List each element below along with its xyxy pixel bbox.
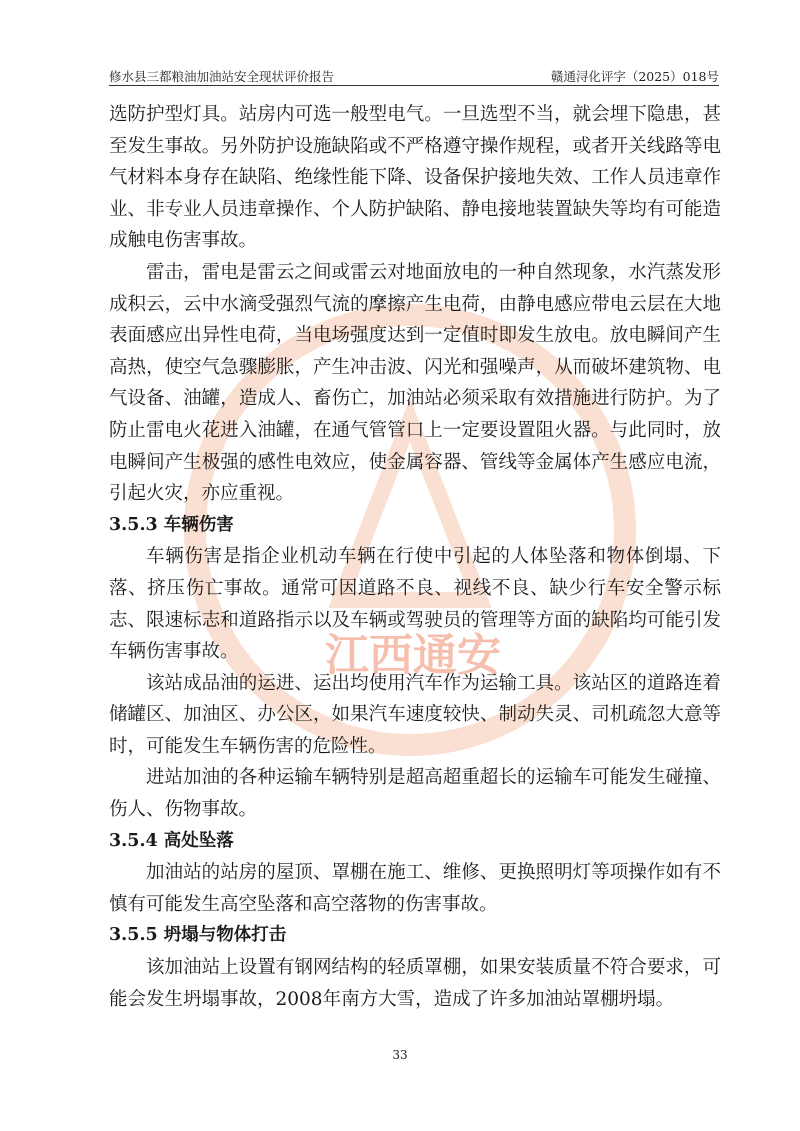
paragraph-collapse: 该加油站上设置有钢网结构的轻质罩棚，如果安装质量不符合要求，可能会发生坍塌事故，2008年南方大雪，造成了许多加油站罩棚坍塌。 [109,957,721,1010]
header-rule [109,85,719,86]
header-report-title: 修水县三都粮油加油站安全现状评价报告 [109,69,335,84]
paragraph-lightning: 雷击，雷电是雷云之间或雷云对地面放电的一种自然现象，水汽蒸发形成积云，云中水滴受强烈气流的摩擦产生电荷，由静电感应带电云层在大地表面感应出异性电荷，当电场强度达到一定值时即发生放电。放电瞬间产生高热，使空气急骤膨胀，产生冲击波、闪光和强噪声，从而破坏建筑物、电气设备、油罐，造成人、畜伤亡，加油站必须采取有效措施进行防护。为了防止雷电火花进入油罐，在通气管管口上一定要设置阻火器。与此同时，放电瞬间产生极强的感性电效应，使金属容器、管线等金属体产生感应电流，引起火灾，亦应重视。 [109,261,721,505]
document-body [109,99,721,1015]
watermark-text: 江西通安 [325,630,501,681]
section-heading-collapse: 3.5.5 坍塌与物体打击 [109,925,287,946]
paragraph-vehicle-definition: 车辆伤害是指企业机动车辆在行使中引起的人体坠落和物体倒塌、下落、挤压伤亡事故。通常可因道路不良、视线不良、缺少行车安全警示标志、限速标志和道路指示以及车辆或驾驶员的管理等方面的缺陷均可能引发车辆伤害事故。 [109,546,721,663]
paragraph-vehicle-collision: 进站加油的各种运输车辆特别是超高超重超长的运输车可能发生碰撞、伤人、伤物事故。 [109,767,721,821]
paragraph-electric-shock: 选防护型灯具。站房内可选一般型电气。一旦选型不当，就会埋下隐患，甚至发生事故。另外防护设施缺陷或不严格遵守操作规程，或者开关线路等电气材料本身存在缺陷、绝缘性能下降、设备保护接地失效、工作人员违章作业、非专业人员违章操作、个人防护缺陷、静电接地装置缺失等均有可能造成触电伤害事故。 [109,104,721,252]
header-report-number: 赣通浔化评字（2025）018号 [550,69,719,84]
section-heading-fall-from-height: 3.5.4 高处坠落 [109,830,234,851]
paragraph-fall-from-height: 加油站的站房的屋顶、罩棚在施工、维修、更换照明灯等项操作如有不慎有可能发生高空坠落和高空落物的伤害事故。 [109,862,721,915]
page-header [109,64,719,86]
page-number: 33 [392,1048,408,1062]
section-heading-vehicle-injury: 3.5.3 车辆伤害 [109,514,234,535]
paragraph-vehicle-transport: 该站成品油的运进、运出均使用汽车作为运输工具。该站区的道路连着储罐区、加油区、办公区，如果汽车速度较快、制动失灵、司机疏忽大意等时，可能发生车辆伤害的危险性。 [109,672,721,757]
